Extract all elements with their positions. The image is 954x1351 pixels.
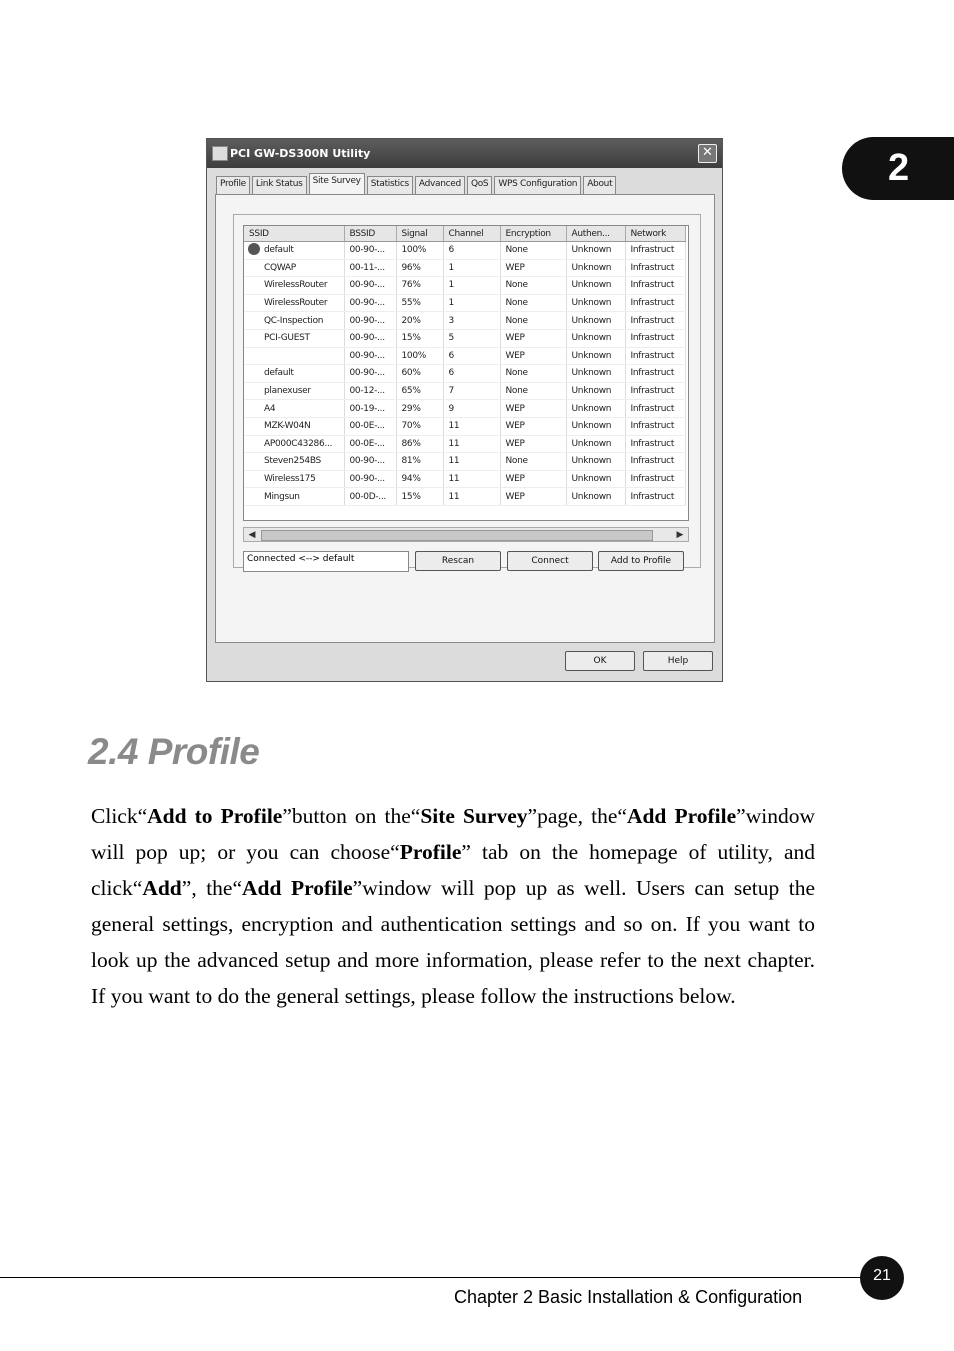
- add-to-profile-button[interactable]: Add to Profile: [598, 551, 684, 571]
- table-cell: 00-90-...: [344, 294, 396, 312]
- table-cell: Infrastruct: [625, 242, 685, 260]
- table-cell: [244, 347, 344, 365]
- table-cell: WirelessRouter: [244, 294, 344, 312]
- section-heading: 2.4 Profile: [88, 731, 260, 772]
- network-table: [244, 226, 686, 506]
- table-cell: MZK-W04N: [244, 417, 344, 435]
- table-cell: 6: [443, 347, 500, 365]
- table-cell: Wireless175: [244, 470, 344, 488]
- table-cell: None: [500, 294, 566, 312]
- table-cell: Unknown: [566, 453, 625, 471]
- table-cell: 96%: [396, 259, 443, 277]
- table-cell: 60%: [396, 365, 443, 383]
- table-cell: Infrastruct: [625, 400, 685, 418]
- table-cell: Infrastruct: [625, 470, 685, 488]
- table-cell: Unknown: [566, 242, 625, 260]
- table-cell: 1: [443, 277, 500, 295]
- page-number: 21: [860, 1256, 904, 1300]
- table-header-row: [244, 226, 685, 242]
- table-cell: 100%: [396, 347, 443, 365]
- table-cell: [244, 242, 344, 260]
- table-row[interactable]: [244, 488, 685, 506]
- table-cell: 9: [443, 400, 500, 418]
- text-segment: Click“: [91, 804, 148, 828]
- table-row[interactable]: [244, 453, 685, 471]
- table-cell: 20%: [396, 312, 443, 330]
- table-cell: Infrastruct: [625, 259, 685, 277]
- column-header-network[interactable]: Network: [625, 226, 685, 242]
- table-row[interactable]: [244, 242, 685, 260]
- table-cell: Infrastruct: [625, 382, 685, 400]
- table-cell: Infrastruct: [625, 453, 685, 471]
- table-row[interactable]: [244, 294, 685, 312]
- table-cell: Unknown: [566, 470, 625, 488]
- text-segment: ”button on the“: [282, 804, 421, 828]
- text-segment: ” tab on the homepage of utility, and click“: [91, 840, 815, 900]
- text-segment: ”window will pop up; or you can choose“: [91, 804, 815, 864]
- table-cell: 00-0E-...: [344, 435, 396, 453]
- horizontal-scrollbar[interactable]: [243, 527, 689, 542]
- table-cell: PCI-GUEST: [244, 329, 344, 347]
- tab-site-survey[interactable]: Site Survey: [309, 173, 365, 194]
- table-cell: 86%: [396, 435, 443, 453]
- table-cell: 11: [443, 417, 500, 435]
- table-cell: Unknown: [566, 259, 625, 277]
- table-row[interactable]: [244, 365, 685, 383]
- table-cell: 1: [443, 259, 500, 277]
- bold-term: Site Survey: [420, 804, 528, 828]
- tab-wps-configuration[interactable]: WPS Configuration: [494, 176, 581, 194]
- footer-chapter-title: Chapter 2 Basic Installation & Configuration: [454, 1287, 803, 1307]
- table-cell: Unknown: [566, 417, 625, 435]
- table-cell: Unknown: [566, 294, 625, 312]
- utility-window-screenshot: [206, 138, 723, 682]
- text-segment: ”page, the“: [527, 804, 627, 828]
- table-cell: A4: [244, 400, 344, 418]
- table-cell: 11: [443, 470, 500, 488]
- table-cell: Infrastruct: [625, 435, 685, 453]
- table-cell: Unknown: [566, 312, 625, 330]
- table-cell: 00-0E-...: [344, 417, 396, 435]
- table-cell: WEP: [500, 400, 566, 418]
- table-cell: WEP: [500, 435, 566, 453]
- bold-term: Add Profile: [242, 876, 353, 900]
- bold-term: Add Profile: [626, 804, 737, 828]
- table-cell: 15%: [396, 329, 443, 347]
- table-cell: Infrastruct: [625, 417, 685, 435]
- tab-qos[interactable]: QoS: [467, 176, 492, 194]
- table-cell: 00-90-...: [344, 329, 396, 347]
- scroll-right-icon[interactable]: ▶: [676, 529, 684, 539]
- ssid-text: default: [264, 245, 294, 256]
- table-cell: 15%: [396, 488, 443, 506]
- table-cell: 7: [443, 382, 500, 400]
- table-cell: 81%: [396, 453, 443, 471]
- table-cell: QC-Inspection: [244, 312, 344, 330]
- table-cell: 00-19-...: [344, 400, 396, 418]
- table-cell: 55%: [396, 294, 443, 312]
- table-cell: 00-12-...: [344, 382, 396, 400]
- table-cell: 94%: [396, 470, 443, 488]
- table-cell: WEP: [500, 329, 566, 347]
- table-row[interactable]: [244, 259, 685, 277]
- text-segment: ”window will pop up as well. Users can setup the general settings, encryption and authentication settings and so on. If you want to look up the advanced setup and more information, please refer to the next chapter. If you want to do the general settings, please follow the instructions below.: [91, 876, 815, 1008]
- table-row[interactable]: [244, 329, 685, 347]
- table-cell: Infrastruct: [625, 488, 685, 506]
- bold-term: Add: [142, 876, 182, 900]
- table-cell: default: [244, 365, 344, 383]
- column-header-channel[interactable]: Channel: [443, 226, 500, 242]
- table-cell: 70%: [396, 417, 443, 435]
- table-cell: 1: [443, 294, 500, 312]
- table-cell: WEP: [500, 347, 566, 365]
- table-cell: 00-90-...: [344, 277, 396, 295]
- table-cell: Unknown: [566, 347, 625, 365]
- table-cell: 00-90-...: [344, 453, 396, 471]
- table-row[interactable]: [244, 417, 685, 435]
- table-cell: 11: [443, 435, 500, 453]
- table-row[interactable]: [244, 277, 685, 295]
- tab-link-status[interactable]: Link Status: [252, 176, 307, 194]
- connection-status: Connected <--> default: [243, 551, 409, 572]
- body-paragraph: [91, 798, 815, 1014]
- table-cell: WEP: [500, 470, 566, 488]
- survey-group: [233, 214, 701, 568]
- table-cell: Unknown: [566, 365, 625, 383]
- table-cell: 00-90-...: [344, 242, 396, 260]
- chapter-tab: [842, 137, 954, 200]
- table-cell: Unknown: [566, 382, 625, 400]
- app-icon: [212, 146, 228, 161]
- table-cell: 100%: [396, 242, 443, 260]
- connected-icon: [248, 243, 260, 255]
- chapter-number: 2: [888, 147, 910, 189]
- table-cell: Unknown: [566, 435, 625, 453]
- scroll-left-icon[interactable]: ◀: [248, 529, 256, 539]
- table-cell: None: [500, 312, 566, 330]
- table-cell: Unknown: [566, 329, 625, 347]
- table-cell: WirelessRouter: [244, 277, 344, 295]
- table-row[interactable]: [244, 347, 685, 365]
- table-cell: 65%: [396, 382, 443, 400]
- table-body: [244, 242, 685, 506]
- tab-statistics[interactable]: Statistics: [367, 176, 413, 194]
- footer-rule: [0, 1277, 880, 1278]
- table-cell: Infrastruct: [625, 312, 685, 330]
- table-cell: None: [500, 453, 566, 471]
- bold-term: Profile: [399, 840, 462, 864]
- table-cell: 00-11-...: [344, 259, 396, 277]
- table-cell: Unknown: [566, 488, 625, 506]
- table-cell: 6: [443, 242, 500, 260]
- bold-term: Add to Profile: [147, 804, 283, 828]
- rescan-button[interactable]: Rescan: [415, 551, 501, 571]
- ok-button[interactable]: OK: [565, 651, 635, 671]
- table-cell: 29%: [396, 400, 443, 418]
- scrollbar-thumb[interactable]: [261, 530, 653, 541]
- table-row[interactable]: [244, 312, 685, 330]
- table-row[interactable]: [244, 382, 685, 400]
- table-cell: 00-0D-...: [344, 488, 396, 506]
- table-cell: 00-90-...: [344, 312, 396, 330]
- column-header-encryption[interactable]: Encryption: [500, 226, 566, 242]
- table-cell: 00-90-...: [344, 470, 396, 488]
- table-cell: 5: [443, 329, 500, 347]
- table-cell: 00-90-...: [344, 347, 396, 365]
- help-button[interactable]: Help: [643, 651, 713, 671]
- table-cell: WEP: [500, 417, 566, 435]
- column-header-ssid[interactable]: SSID: [244, 226, 344, 242]
- table-cell: Mingsun: [244, 488, 344, 506]
- connect-button[interactable]: Connect: [507, 551, 593, 571]
- table-cell: 6: [443, 365, 500, 383]
- table-cell: 76%: [396, 277, 443, 295]
- window-title: PCI GW-DS300N Utility: [230, 147, 371, 160]
- tab-profile[interactable]: Profile: [216, 176, 250, 194]
- column-header-bssid[interactable]: BSSID: [344, 226, 396, 242]
- table-cell: WEP: [500, 259, 566, 277]
- close-icon[interactable]: ✕: [698, 144, 717, 163]
- table-cell: None: [500, 365, 566, 383]
- table-cell: Infrastruct: [625, 294, 685, 312]
- table-cell: None: [500, 277, 566, 295]
- text-segment: ”, the“: [181, 876, 243, 900]
- tab-bar: [216, 176, 618, 194]
- table-cell: WEP: [500, 488, 566, 506]
- table-cell: Infrastruct: [625, 347, 685, 365]
- network-list[interactable]: [243, 225, 689, 521]
- table-row[interactable]: [244, 470, 685, 488]
- table-cell: Infrastruct: [625, 365, 685, 383]
- table-cell: Unknown: [566, 277, 625, 295]
- table-cell: planexuser: [244, 382, 344, 400]
- table-cell: 11: [443, 453, 500, 471]
- table-cell: Unknown: [566, 400, 625, 418]
- table-cell: AP000C43286...: [244, 435, 344, 453]
- tab-advanced[interactable]: Advanced: [415, 176, 465, 194]
- table-cell: Infrastruct: [625, 329, 685, 347]
- table-cell: CQWAP: [244, 259, 344, 277]
- table-cell: None: [500, 242, 566, 260]
- table-cell: 00-90-...: [344, 365, 396, 383]
- table-cell: 11: [443, 488, 500, 506]
- site-survey-panel: [215, 194, 715, 643]
- table-cell: None: [500, 382, 566, 400]
- table-cell: Infrastruct: [625, 277, 685, 295]
- window-titlebar: [207, 139, 722, 168]
- table-cell: Steven254BS: [244, 453, 344, 471]
- tab-about[interactable]: About: [583, 176, 616, 194]
- table-row[interactable]: [244, 400, 685, 418]
- table-cell: 3: [443, 312, 500, 330]
- column-header-authentication[interactable]: Authen...: [566, 226, 625, 242]
- column-header-signal[interactable]: Signal: [396, 226, 443, 242]
- table-row[interactable]: [244, 435, 685, 453]
